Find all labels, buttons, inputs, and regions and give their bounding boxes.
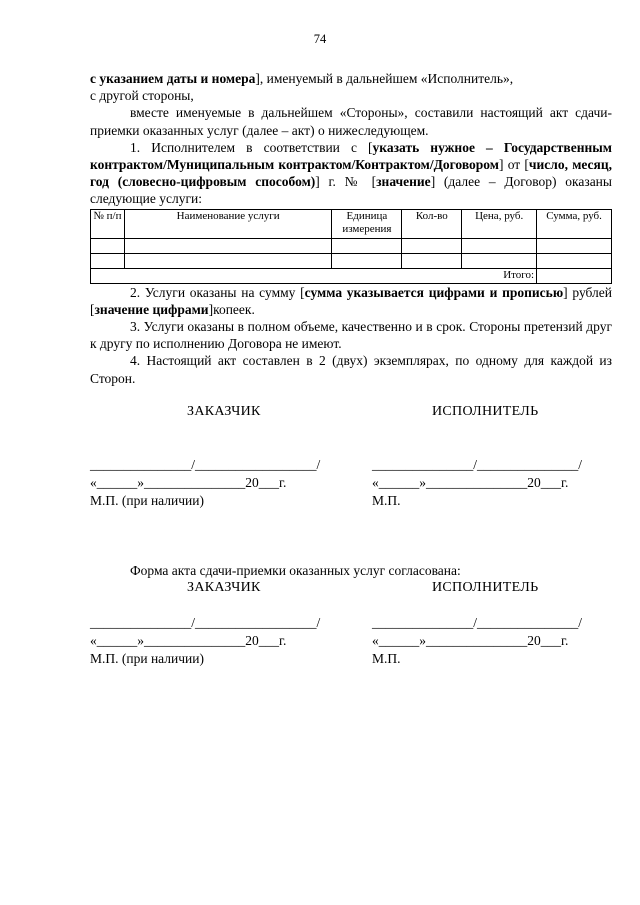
agreement-customer-signature-line: _______________/__________________/	[90, 615, 321, 630]
agreement-contractor-signature-line: _______________/_______________/	[372, 615, 583, 630]
header-price: Цена, руб.	[462, 209, 537, 238]
customer-date-line: «______»_______________20___г.	[90, 475, 287, 490]
header-number: № п/п	[91, 209, 125, 238]
clause-1-tail: ] (далее – Договор) оказаны следующие услуги:	[90, 174, 612, 207]
agreement-customer-date-line: «______»_______________20___г.	[90, 633, 287, 648]
intro-line-1	[90, 70, 612, 87]
clause-2	[90, 284, 612, 318]
agreement-title: Форма акта сдачи-приемки оказанных услуг согласована:	[130, 563, 461, 578]
table-cell	[332, 253, 402, 268]
table-cell	[332, 238, 402, 253]
clause-2-mid: ] рублей [	[90, 284, 613, 317]
table-cell	[537, 253, 612, 268]
table-row	[91, 253, 612, 268]
intro-bold: с указанием даты и номера	[90, 71, 256, 86]
header-service-name: Наименование услуги	[124, 209, 332, 238]
table-total-row	[91, 268, 612, 283]
agreement-contractor-stamp: М.П.	[372, 651, 401, 666]
table-header-row	[91, 209, 612, 238]
services-table	[90, 209, 612, 284]
clause-3: 3. Услуги оказаны в полном объеме, качественно и в срок. Стороны претензий друг к другу по исполнению Договора не имеют.	[90, 319, 612, 352]
clause-1-mid: ] от [	[498, 157, 529, 173]
agreement-customer-stamp: М.П. (при наличии)	[90, 651, 204, 666]
table-cell	[462, 253, 537, 268]
agreement-contractor-heading: ИСПОЛНИТЕЛЬ	[432, 580, 539, 595]
contractor-signature-line: _______________/_______________/	[372, 457, 583, 472]
header-quantity: Кол-во	[402, 209, 462, 238]
clause-4: 4. Настоящий акт составлен в 2 (двух) экземплярах, по одному для каждой из Сторон.	[90, 353, 612, 386]
table-cell	[402, 253, 462, 268]
table-cell	[91, 238, 125, 253]
contractor-date-line: «______»_______________20___г.	[372, 475, 569, 490]
contractor-heading: ИСПОЛНИТЕЛЬ	[432, 404, 539, 419]
customer-signature-line: _______________/__________________/	[90, 457, 321, 472]
header-sum: Сумма, руб.	[537, 209, 612, 238]
document-body	[90, 70, 612, 387]
header-unit: Единица измерения	[332, 209, 402, 238]
customer-stamp: М.П. (при наличии)	[90, 493, 204, 508]
table-cell	[124, 253, 332, 268]
total-label: Итого:	[91, 268, 537, 283]
intro-rest: ], именуемый в дальнейшем «Исполнитель»,	[255, 71, 514, 86]
table-cell	[462, 238, 537, 253]
clause-2-tail: ]копеек.	[208, 301, 255, 317]
table-cell	[91, 253, 125, 268]
clause-1-number: значение	[376, 174, 431, 190]
clause-1-date: число, месяц, год (словесно-цифровым способом)	[90, 157, 612, 190]
agreement-contractor-date-line: «______»_______________20___г.	[372, 633, 569, 648]
agreement-customer-heading: ЗАКАЗЧИК	[187, 580, 261, 595]
total-value	[537, 268, 612, 283]
clause-2-lead: 2. Услуги оказаны на сумму [	[130, 284, 305, 300]
clause-2-kopecks: значение цифрами	[94, 301, 209, 317]
table-cell	[537, 238, 612, 253]
table-row	[91, 238, 612, 253]
customer-heading: ЗАКАЗЧИК	[187, 404, 261, 419]
contractor-stamp: М.П.	[372, 493, 401, 508]
intro-paragraph: вместе именуемые в дальнейшем «Стороны», составили настоящий акт сдачи-приемки оказанных услуг (далее – акт) о нижеследующем.	[90, 105, 612, 138]
table-cell	[402, 238, 462, 253]
clause-2-amount: сумма указывается цифрами и прописью	[304, 284, 564, 300]
clause-1-number-label: ] г. № [	[315, 174, 377, 190]
clause-1	[90, 139, 612, 208]
table-cell	[124, 238, 332, 253]
page-number: 74	[313, 32, 327, 46]
clause-1-contract-type: указать нужное – Государственным контрактом/Муниципальным контрактом/Контрактом/Договором	[90, 139, 613, 173]
intro-line-2: с другой стороны,	[90, 88, 194, 104]
clause-1-lead: 1. Исполнителем в соответствии с [	[130, 139, 373, 155]
